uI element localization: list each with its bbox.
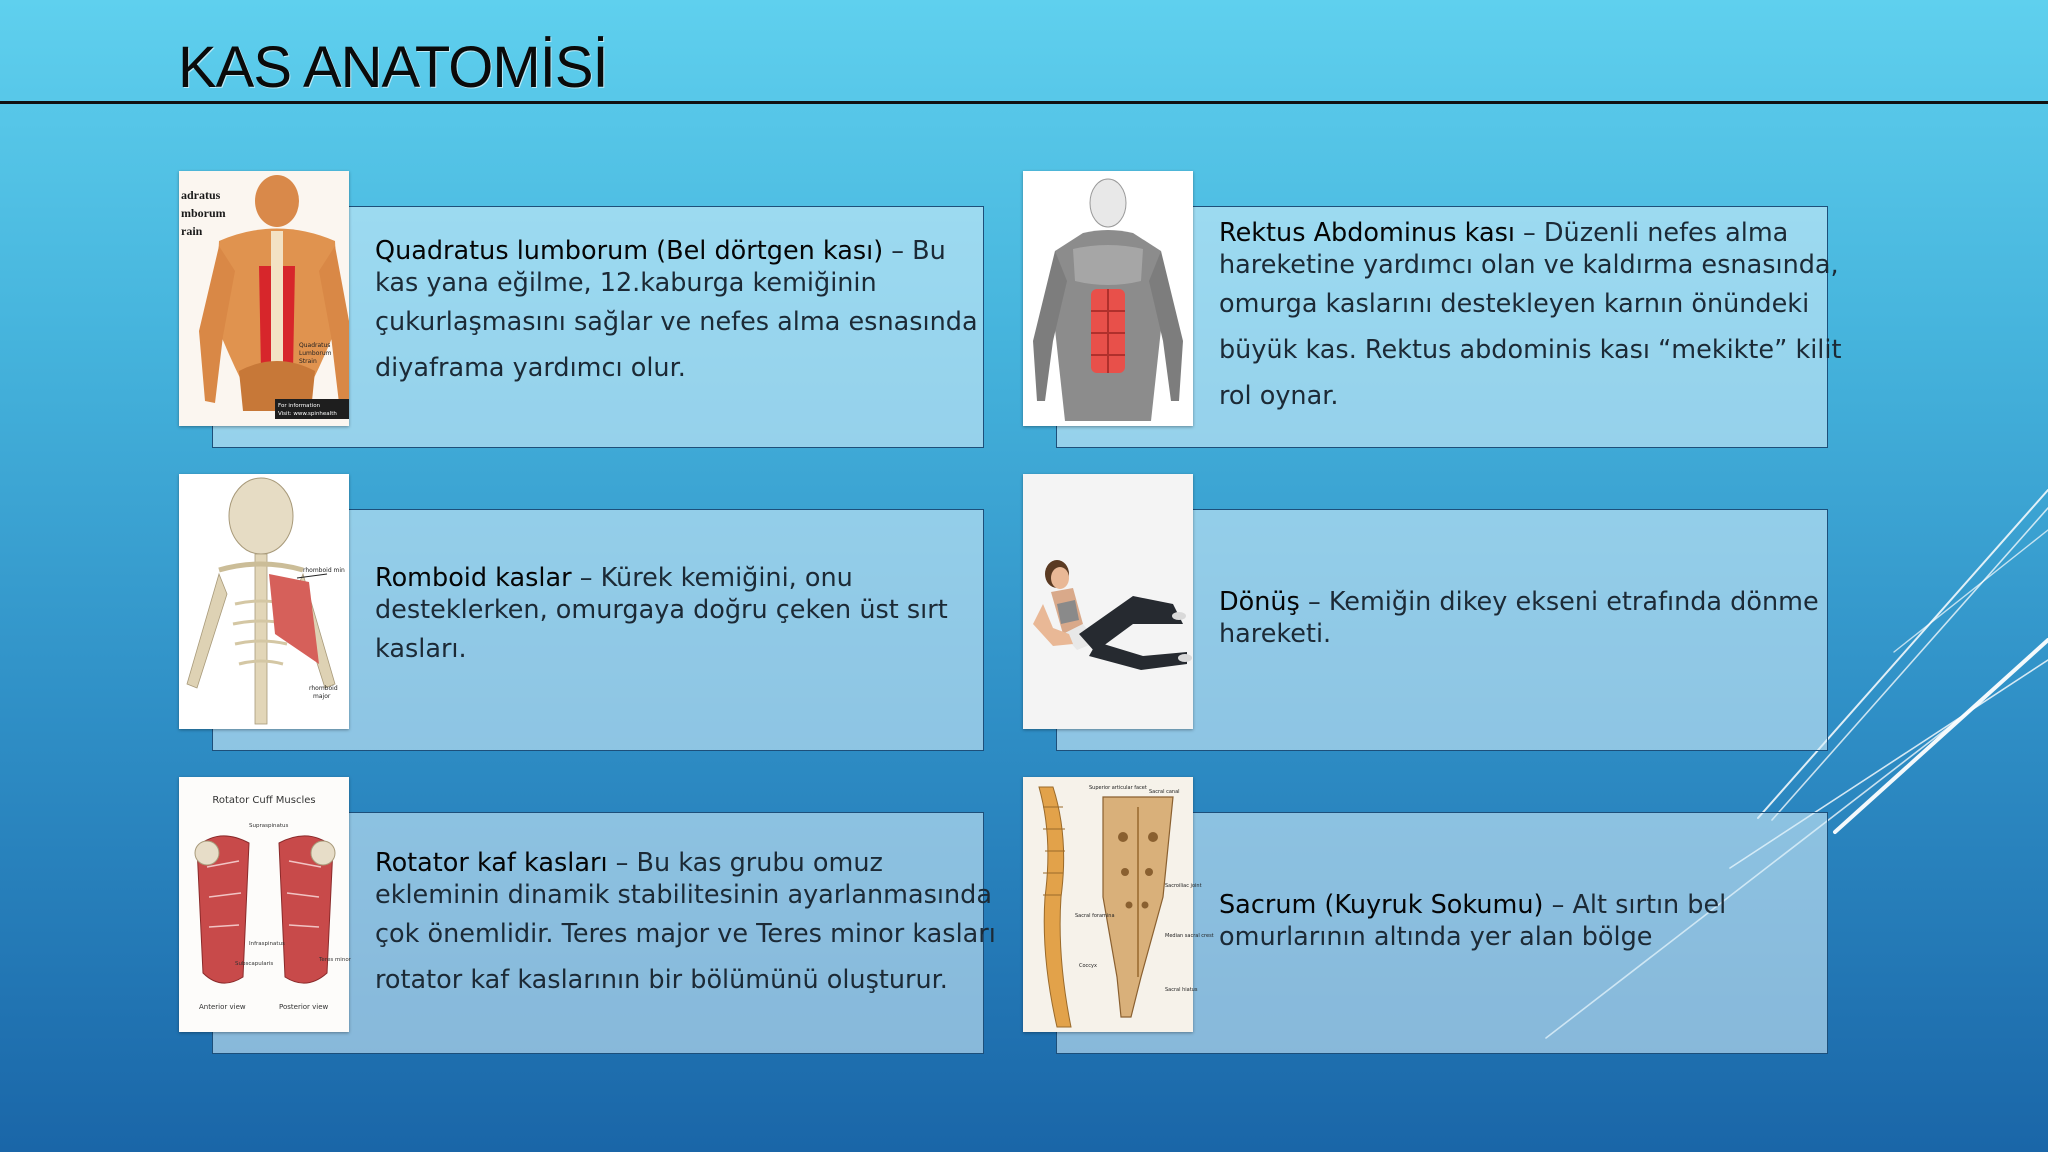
term-separator: –	[1299, 587, 1329, 617]
image-label: Sacroiliac joint	[1165, 883, 1202, 889]
text-line: Kürek kemiğini, onu	[600, 563, 853, 593]
text-line: omurga kaslarını destekleyen karnın önündeki	[1219, 289, 1810, 319]
card-text	[375, 847, 996, 1003]
image-label: major	[313, 693, 331, 700]
term-label: Dönüş	[1219, 587, 1300, 617]
image-label: rhomboid min	[303, 567, 345, 574]
image-rotation-exercise-photo	[1023, 474, 1193, 729]
term-label: Rektus Abdominus kası	[1219, 218, 1515, 248]
text-line: Kemiğin dikey ekseni etrafında dönme	[1328, 587, 1819, 617]
text-line: Bu	[912, 236, 946, 266]
text-line: hareketi.	[1219, 619, 1332, 649]
image-label: rain	[181, 224, 203, 238]
image-label: Coccyx	[1079, 963, 1097, 969]
image-lower-back-muscles	[179, 171, 349, 426]
image-label: Posterior view	[279, 1003, 329, 1011]
term-label: Romboid kaslar	[375, 563, 572, 593]
text-line: rol oynar.	[1219, 381, 1339, 411]
image-label: Visit: www.spinhealth	[278, 411, 337, 417]
image-label: Quadratus	[299, 342, 331, 349]
image-label: rhomboid	[309, 685, 338, 692]
term-label: Sacrum (Kuyruk Sokumu)	[1219, 890, 1544, 920]
text-line: Alt sırtın bel	[1572, 890, 1727, 920]
image-label: adratus	[181, 188, 221, 202]
title-divider	[0, 101, 2048, 104]
image-label: Teres minor	[319, 957, 351, 963]
image-label: Sacral canal	[1149, 789, 1180, 795]
text-line: büyük kas. Rektus abdominis kası “mekikte” kilit	[1219, 335, 1842, 365]
card-text	[1219, 889, 1817, 953]
image-label: Supraspinatus	[249, 823, 289, 829]
card-text	[1219, 217, 1842, 419]
image-label: For information	[278, 403, 321, 409]
image-label: Superior articular facet	[1089, 785, 1147, 791]
text-line: rotator kaf kaslarının bir bölümünü oluşturur.	[375, 965, 948, 995]
slide-title: KAS ANATOMİSİ	[178, 35, 608, 100]
image-sacrum-anatomy	[1023, 777, 1214, 1032]
text-line: hareketine yardımcı olan ve kaldırma esnasında,	[1219, 250, 1839, 280]
text-line: omurlarının altında yer alan bölge	[1219, 922, 1653, 952]
text-line: kasları.	[375, 634, 467, 664]
image-label: Anterior view	[199, 1003, 246, 1011]
term-separator: –	[571, 563, 601, 593]
term-separator: –	[1543, 890, 1573, 920]
image-label: Subscapularis	[235, 961, 274, 967]
text-line: diyaframa yardımcı olur.	[375, 353, 686, 383]
image-rotator-cuff-muscles	[179, 777, 349, 1032]
image-label: Sacral foramina	[1075, 913, 1115, 919]
card-text	[1219, 586, 1817, 650]
image-label: Lumborum	[299, 350, 332, 357]
image-label: Sacral hiatus	[1165, 987, 1198, 993]
term-separator: –	[883, 236, 913, 266]
card-text	[375, 562, 973, 672]
image-label: Strain	[299, 358, 317, 365]
text-line: çok önemlidir. Teres major ve Teres minor kasları	[375, 919, 996, 949]
image-abdominal-muscles	[1023, 171, 1193, 426]
card-text	[375, 235, 978, 391]
text-line: desteklerken, omurgaya doğru çeken üst sırt	[375, 595, 948, 625]
text-line: kas yana eğilme, 12.kaburga kemiğinin	[375, 268, 877, 298]
text-line: çukurlaşmasını sağlar ve nefes alma esnasında	[375, 307, 978, 337]
image-label: mborum	[181, 206, 226, 220]
image-label: Infraspinatus	[249, 941, 285, 947]
term-separator: –	[607, 848, 637, 878]
image-label: Rotator Cuff Muscles	[212, 795, 316, 806]
text-line: Bu kas grubu omuz	[636, 848, 883, 878]
text-line: ekleminin dinamik stabilitesinin ayarlanmasında	[375, 880, 992, 910]
term-label: Rotator kaf kasları	[375, 848, 608, 878]
term-separator: –	[1514, 218, 1544, 248]
image-rhomboid-muscles	[179, 474, 349, 729]
text-line: Düzenli nefes alma	[1543, 218, 1789, 248]
image-label: Median sacral crest	[1165, 933, 1214, 939]
term-label: Quadratus lumborum (Bel dörtgen kası)	[375, 236, 884, 266]
